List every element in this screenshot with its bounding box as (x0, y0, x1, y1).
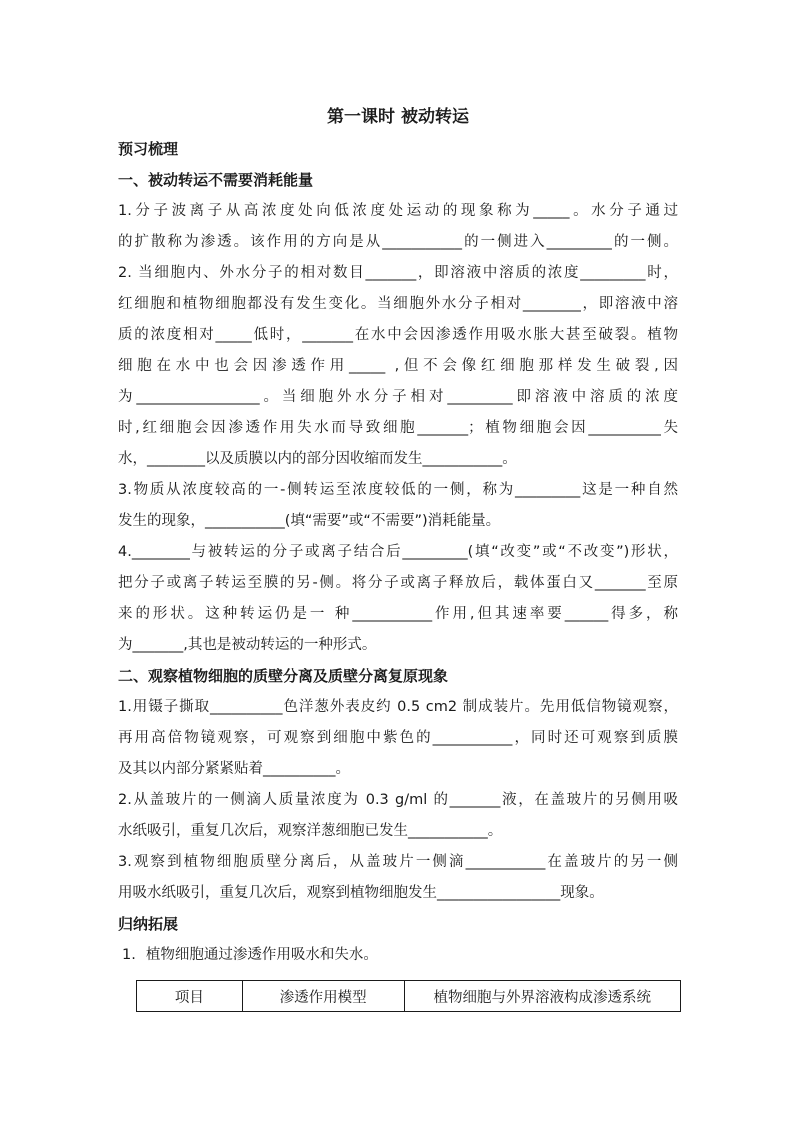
section1-line: 来的形状。这种转运仍是一 种___________作用,但其速率要______得多，称 (118, 606, 678, 622)
extension-item-text: 植物细胞通过渗透作用吸水和失水。 (145, 947, 378, 963)
table-header-row (137, 981, 681, 1012)
section1-line: 2. 当细胞内、外水分子的相对数目_______，即溶液中溶质的浓度_________时， (118, 265, 678, 281)
table-header-cell: 渗透作用模型 (242, 981, 404, 1012)
table-header-cell: 项目 (137, 981, 243, 1012)
section1-line: 细胞在水中也会因渗透作用_____ ,但不会像红细胞那样发生破裂,因 (118, 358, 678, 374)
section1-line: 为_______,其也是被动转运的一种形式。 (118, 637, 377, 653)
section2-line: 2.从盖玻片的一侧滴人质量浓度为 0.3 g/ml 的_______液，在盖玻片的另侧用吸 (118, 792, 678, 808)
section2-line: 水纸吸引，重复几次后，观察洋葱细胞已发生___________。 (118, 823, 503, 839)
extension-heading: 归纳拓展 (118, 915, 179, 933)
section2-line: 及其以内部分紧紧贴着__________。 (118, 761, 350, 777)
section1-line: 4.________与被转运的分子或离子结合后_________(填“改变”或“不改变”)形状， (118, 544, 678, 560)
section2-line: 用吸水纸吸引，重复几次后，观察到植物细胞发生_________________现象。 (118, 885, 604, 901)
section1-line: 3.物质从浓度较高的一-侧转运至浓度较低的一侧，称为_________这是一种自然 (118, 482, 678, 498)
section1-line: 1.分子波离子从高浓度处向低浓度处运动的现象称为_____。水分子通过 (118, 203, 678, 219)
extension-item-number: 1. (122, 947, 136, 963)
section1-line: 把分子或离子转运至膜的另-侧。将分子或离子释放后，载体蛋白又_______至原 (118, 575, 678, 591)
section2-line: 再用高倍物镜观察，可观察到细胞中紫色的___________，同时还可观察到质膜 (118, 730, 678, 746)
section2-line: 1.用镊子撕取__________色洋葱外表皮约 0.5 cm2 制成装片。先用低信物镜观察， (118, 699, 678, 715)
section1-line: 水，________以及质膜以内的部分因收缩而发生___________。 (118, 451, 517, 467)
section2-line: 3.观察到植物细胞质壁分离后，从盖玻片一侧滴___________在盖玻片的另一侧 (118, 854, 678, 870)
section1-line: 时,红细胞会因渗透作用失水而导致细胞_______；植物细胞会因__________失 (118, 420, 678, 436)
section1-line: 发生的现象，___________(填“需要”或“不需要”)消耗能量。 (118, 513, 501, 529)
section1-line: 的扩散称为渗透。该作用的方向是从___________的一侧进入_________的一侧。 (118, 234, 678, 250)
table-header-cell: 植物细胞与外界溶液构成渗透系统 (404, 981, 680, 1012)
section1-line: 为_________________。当细胞外水分子相对_________即溶液中溶质的浓度 (118, 389, 678, 405)
section1-line: 质的浓度相对_____低时，_______在水中会因渗透作用吸水胀大甚至破裂。植物 (118, 327, 678, 343)
page-title: 第一课时 被动转运 (327, 107, 469, 127)
preview-heading: 预习梳理 (118, 140, 179, 158)
document-page (118, 100, 678, 971)
section1-line: 红细胞和植物细胞都没有发生变化。当细胞外水分子相对________，即溶液中溶 (118, 296, 678, 312)
section2-heading: 二、观察植物细胞的质壁分离及质壁分离复原现象 (118, 667, 449, 685)
comparison-table (136, 980, 681, 1012)
extension-item (118, 940, 678, 971)
section1-heading: 一、被动转运不需要消耗能量 (118, 171, 314, 189)
